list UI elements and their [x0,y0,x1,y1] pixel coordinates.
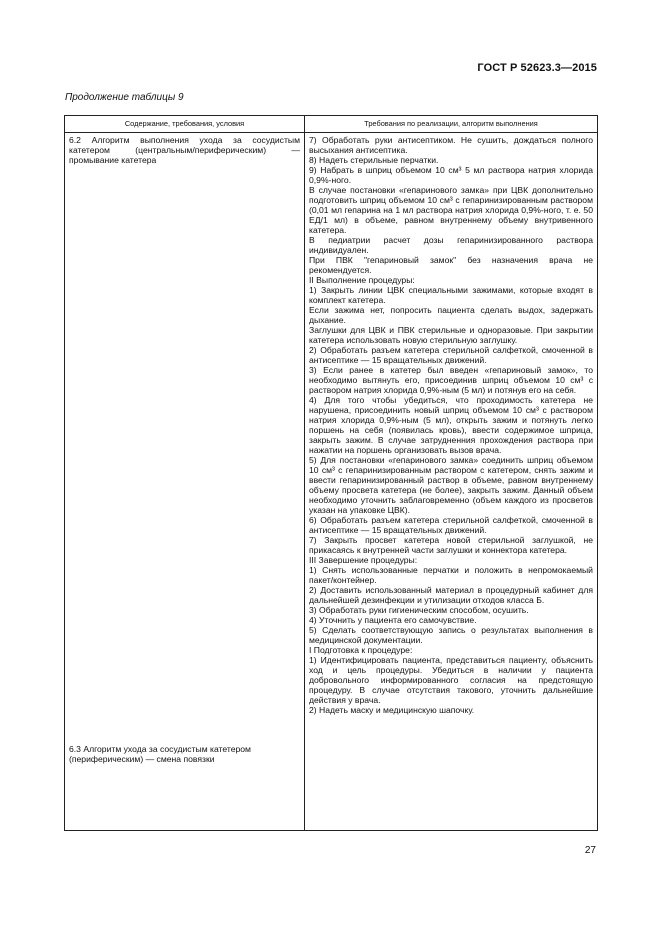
step-line: 9) Набрать в шприц объемом 10 см³ 5 мл раствора натрия хлорида 0,9%-ного. [309,165,593,185]
left-item-6-3: 6.3 Алгоритм ухода за сосудистым катетером (периферическим) — смена повязки [69,744,251,764]
step-line: 7) Обработать руки антисептиком. Не сушить, дождаться полного высыхания антисептика. [309,135,593,155]
section-heading: III Завершение процедуры: [309,555,418,565]
step-line: 6) Обработать разъем катетера стерильной салфеткой, смоченной в антисептике — 15 вращательных движений. [309,515,593,535]
step-line: 4) Для того чтобы убедиться, что проходимость катетера не нарушена, присоединить новый шприц объемом 10 см³ с раствором натрия хлорида 0,9%-ным (5 мл), открыть зажим и потянуть легко поршень на себя (появилась кровь), ввести содержимое шприца, закрыть зажим. В случае затрудненния прохождения раствора при нажатии на поршень организовать вызов врача. [309,395,593,455]
step-line: 1) Закрыть линии ЦВК специальными зажимами, которые входят в комплект катетера. [309,285,593,305]
step-line: 5) Сделать соответствующую запись о результатах выполнения в медицинской документации. [309,625,593,645]
column-header-content: Содержание, требования, условия [65,116,305,133]
step-line: 1) Снять использованные перчатки и положить в непромокаемый пакет/контейнер. [309,565,593,585]
step-line: При ПВК "гепариновый замок" без назначения врача не рекомендуется. [309,255,593,275]
step-line: 5) Для постановки «гепаринового замка» соединить шприц объемом 10 см³ с гепаринизированным раствором с катетером, снять зажим и ввести гепаринизированный раствор в объеме, равном внутреннему объему просвета катетера (не более), закрыть зажим. Данный объем необходимо уточнить заблаговременно (объем каждого из просветов указан на упаковке ЦВК). [309,455,593,515]
step-line: Если зажима нет, попросить пациента сделать выдох, задержать дыхание. [309,305,593,325]
step-line: 3) Обработать руки гигиеническим способом, осушить. [309,605,529,615]
section-heading: I Подготовка к процедуре: [309,645,413,655]
step-line: В случае постановки «гепаринового замка» при ЦВК дополнительно подготовить шприц объемом 10 см³ с гепаринизированным раствором (0,01 мл гепарина на 1 мл раствора натрия хлорида 0,9%-ного, т. е. 50 ЕД/1 мл) в объеме, равном внутреннему объему внутривенного катетера. [309,185,593,235]
page-number: 27 [584,845,596,856]
step-line: 8) Надеть стерильные перчатки. [309,155,439,165]
document-id: ГОСТ Р 52623.3—2015 [477,62,597,74]
step-line: В педиатрии расчет дозы гепаринизированного раствора индивидуален. [309,235,593,255]
section-heading: II Выполнение процедуры: [309,275,415,285]
table-row [65,133,598,831]
left-item-6-2: 6.2 Алгоритм выполнения ухода за сосудистым катетером (центральным/периферическим) — промывание катетера [69,135,300,165]
step-line: 4) Уточнить у пациента его самочувствие. [309,615,477,625]
table-header-row [65,116,598,133]
column-header-requirements: Требования по реализации, алгоритм выполнения [305,116,598,133]
step-line: 7) Закрыть просвет катетера новой стерильной заглушкой, не прикасаясь к внутренней части заглушки и коннектора катетера. [309,535,593,555]
step-line: 1) Идентифицировать пациента, представиться пациенту, объяснить ход и цель процедуры. Убедиться в наличии у пациента добровольного информированного согласия на предстоящую процедуру. В случае отсутствия такового, уточнить дальнейшие действия у врача. [309,655,593,705]
right-cell [305,133,598,831]
step-line: 3) Если ранее в катетер был введен «гепариновый замок», то необходимо вытянуть его, присоединив шприц объемом 10 см³ с раствором натрия хлорида 0,9%-ным (5 мл) и потянув его на себя. [309,365,593,395]
left-cell [65,133,305,831]
step-line: 2) Обработать разъем катетера стерильной салфеткой, смоченной в антисептике — 15 вращательных движений. [309,345,593,365]
step-line: 2) Надеть маску и медицинскую шапочку. [309,705,475,715]
requirements-table [64,115,598,831]
table-continuation-caption: Продолжение таблицы 9 [65,92,184,103]
step-line: Заглушки для ЦВК и ПВК стерильные и одноразовые. При закрытии катетера использовать новую стерильную заглушку. [309,325,593,345]
step-line: 2) Доставить использованный материал в процедурный кабинет для дальнейшей дезинфекции и утилизации отходов класса Б. [309,585,593,605]
